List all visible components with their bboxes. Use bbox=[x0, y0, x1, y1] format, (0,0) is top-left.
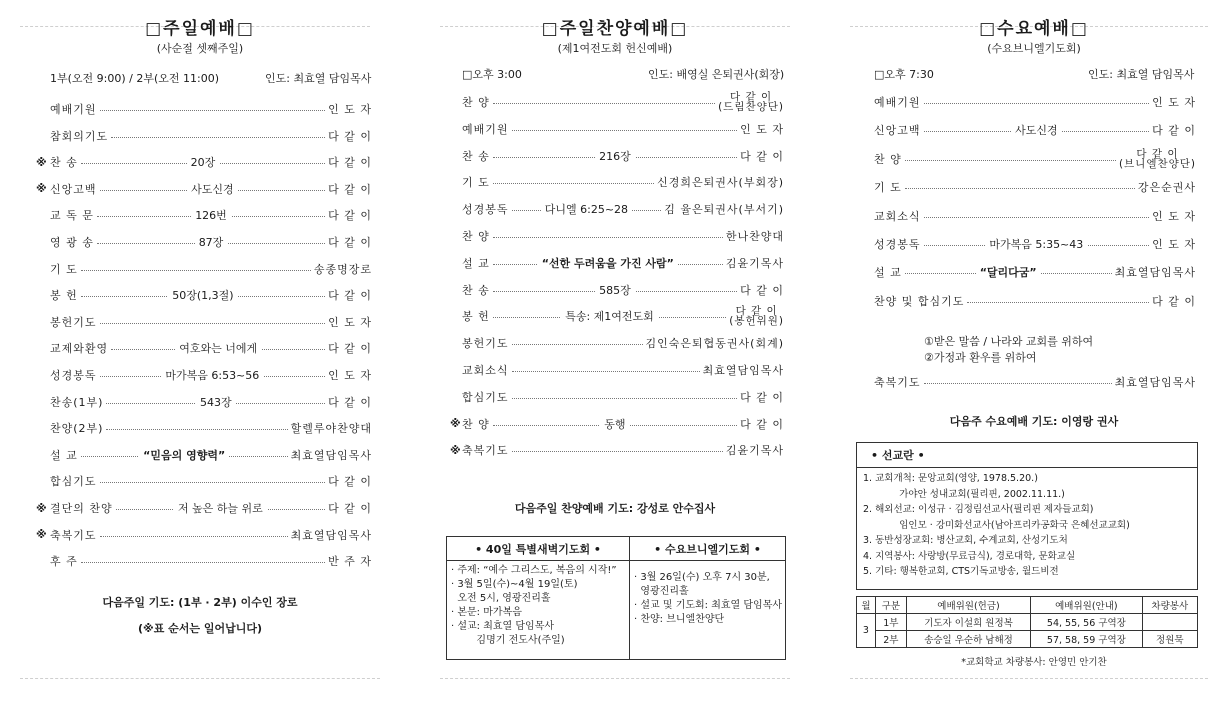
program-label: 봉 헌 bbox=[50, 289, 78, 303]
standing-mark: ※ bbox=[36, 528, 47, 542]
program-person: 신경희은퇴권사(부회장) bbox=[657, 176, 784, 190]
duty-header: 예배위원(헌금) bbox=[906, 597, 1030, 614]
program-person: 김 율은퇴권사(부서기) bbox=[664, 203, 784, 217]
dot-leader bbox=[512, 362, 700, 378]
program-person: 인 도 자 bbox=[328, 315, 372, 329]
program-person: 김인숙은퇴협동권사(회계) bbox=[645, 337, 784, 351]
program-row bbox=[50, 314, 372, 330]
program-detail: 585장 bbox=[595, 282, 635, 298]
text-line: · 설교: 최효열 담임목사 bbox=[451, 621, 555, 632]
text-line: · 주제: “예수 그리스도, 복음의 시작!” bbox=[451, 565, 617, 576]
dot-leader bbox=[493, 148, 737, 164]
program-row bbox=[462, 362, 784, 378]
duty-cell: 기도자 이설희 원정복 bbox=[906, 614, 1030, 631]
program-row bbox=[450, 416, 784, 432]
program-person: 한나찬양대 bbox=[725, 230, 784, 243]
program-row bbox=[50, 207, 372, 223]
program-person bbox=[1119, 149, 1196, 169]
program-label: 성경봉독 bbox=[874, 238, 921, 251]
program-person: 다 같 이 bbox=[328, 342, 372, 356]
program-label: 축복기도 bbox=[50, 528, 97, 542]
program-detail: 543장 bbox=[196, 394, 236, 410]
dot-leader bbox=[493, 255, 723, 271]
program-detail: 여호와는 너에게 bbox=[175, 340, 261, 356]
program-person: 다 같 이 bbox=[328, 236, 372, 249]
program-person: 다 같 이 bbox=[1152, 294, 1196, 308]
dot-leader bbox=[97, 234, 325, 250]
dot-leader bbox=[924, 94, 1150, 110]
program-label: 영 광 송 bbox=[50, 236, 94, 249]
duty-table bbox=[856, 596, 1198, 648]
standing-mark: ※ bbox=[450, 443, 461, 457]
program-person: 인 도 자 bbox=[328, 369, 372, 382]
program-label: 찬 양 bbox=[874, 152, 902, 166]
program-detail: 87장 bbox=[195, 234, 228, 250]
dot-leader bbox=[100, 367, 326, 383]
program-label: 설 교 bbox=[462, 256, 490, 270]
prayer-item: ①받은 말씀 / 나라와 교회를 위하여 bbox=[924, 335, 1094, 348]
vehicle-note: *교회학교 차량봉사: 안영민 안기찬 bbox=[961, 657, 1107, 668]
text-line: 3. 동반성장교회: 병산교회, 수계교회, 산성기도처 bbox=[863, 535, 1068, 546]
program-person: 인 도 자 bbox=[1152, 209, 1196, 223]
program-row bbox=[36, 154, 372, 170]
program-person: 다 같 이 bbox=[740, 417, 784, 431]
program-label: 교회소식 bbox=[462, 364, 509, 377]
duty-cell: 정원묵 bbox=[1142, 631, 1197, 648]
program-label: 축복기도 bbox=[462, 444, 509, 458]
program-label: 설 교 bbox=[874, 266, 902, 280]
program-label: 찬양(2부) bbox=[50, 422, 104, 436]
program-person-line: (드림찬양단) bbox=[718, 101, 784, 113]
program-label: 봉헌기도 bbox=[50, 315, 97, 329]
program-person: 김윤기목사 bbox=[725, 256, 784, 270]
program-row bbox=[50, 367, 372, 383]
prayer-items bbox=[924, 334, 1093, 366]
program-label: 교 독 문 bbox=[50, 209, 94, 223]
text-line: · 3월 26일(수) 오후 7시 30분, bbox=[634, 572, 770, 583]
program-row bbox=[50, 261, 372, 277]
dot-leader bbox=[512, 442, 723, 458]
prayer-item: ②가정과 환우를 위하여 bbox=[924, 351, 1037, 364]
program-row bbox=[462, 255, 784, 271]
program-label: 찬송(1부) bbox=[50, 395, 104, 409]
program-person: 다 같 이 bbox=[328, 209, 372, 223]
program-person: 다 같 이 bbox=[328, 395, 372, 409]
mission-box bbox=[856, 442, 1198, 590]
program-detail: 마가복음 6:53~56 bbox=[161, 367, 263, 383]
program-row bbox=[874, 122, 1196, 138]
program-row bbox=[462, 305, 784, 328]
mission-title: • 선교란 • bbox=[857, 443, 1197, 468]
program-person-line: (브니엘찬양단) bbox=[1118, 157, 1196, 170]
program-person: 인 도 자 bbox=[740, 122, 784, 136]
text-line: · 찬양: 브니엘찬양단 bbox=[634, 614, 725, 625]
program-row bbox=[462, 201, 784, 217]
standing-note: (※표 순서는 일어납니다) bbox=[137, 622, 263, 635]
service-leader: 인도: 배영실 은퇴권사(회장) bbox=[648, 68, 785, 81]
program-person: 최효열담임목사 bbox=[1114, 376, 1196, 389]
duty-header: 예배위원(안내) bbox=[1031, 597, 1142, 614]
service-leader: 인도: 최효열 담임목사 bbox=[1088, 68, 1195, 81]
dot-leader bbox=[924, 122, 1150, 138]
program-detail: 사도신경 bbox=[187, 181, 238, 197]
dot-leader bbox=[967, 293, 1149, 309]
duty-cell: 54, 55, 56 구역장 bbox=[1031, 614, 1142, 631]
program-row bbox=[874, 179, 1196, 195]
program-person: 다 같 이 bbox=[740, 149, 784, 163]
program-row bbox=[50, 447, 372, 463]
program-person: 강은순권사 bbox=[1137, 181, 1196, 195]
program-row bbox=[462, 335, 784, 351]
program-label: 기 도 bbox=[874, 181, 902, 195]
program-detail: 다니엘 6:25~28 bbox=[541, 201, 632, 217]
program-row bbox=[874, 208, 1196, 224]
praise-service-column bbox=[420, 0, 810, 718]
program-person: 다 같 이 bbox=[328, 475, 372, 489]
standing-mark: ※ bbox=[36, 501, 47, 515]
program-row bbox=[462, 91, 784, 113]
program-label: 봉헌기도 bbox=[462, 337, 509, 351]
dot-leader bbox=[905, 151, 1116, 167]
program-person: 최효열담임목사 bbox=[1114, 266, 1196, 280]
dot-leader bbox=[493, 174, 654, 190]
program-label: 성경봉독 bbox=[462, 203, 509, 217]
program-person: 다 같 이 bbox=[1152, 124, 1196, 138]
dot-leader bbox=[100, 527, 288, 543]
program-label: 교제와환영 bbox=[50, 342, 109, 356]
program-person: 반 주 자 bbox=[328, 555, 372, 569]
dot-leader bbox=[493, 94, 715, 110]
text-line: 가야안 성내교회(필리핀, 2002.11.11.) bbox=[863, 488, 1065, 500]
dot-leader bbox=[512, 389, 738, 405]
program-label: 기 도 bbox=[462, 176, 490, 190]
standing-mark: ※ bbox=[450, 417, 461, 431]
text-line: 임인모 · 강미화선교사(남아프리카공화국 은혜선교교회) bbox=[863, 519, 1130, 531]
program-person-line: 다 같 이 bbox=[1136, 147, 1179, 160]
text-line: 영광진리홀 bbox=[634, 586, 689, 597]
program-row bbox=[50, 473, 372, 489]
program-person-line: (봉헌위원) bbox=[729, 315, 784, 328]
standing-mark: ※ bbox=[36, 155, 47, 169]
dot-leader bbox=[512, 121, 738, 137]
dot-leader bbox=[81, 447, 288, 463]
dawn-prayer-title: • 40일 특별새벽기도회 • bbox=[447, 537, 629, 561]
program-label: 찬 양 bbox=[462, 417, 490, 431]
program-row bbox=[874, 94, 1196, 110]
program-label: 합심기도 bbox=[462, 390, 509, 404]
text-line: 김명기 전도사(주일) bbox=[451, 635, 565, 646]
program-detail: 사도신경 bbox=[1011, 122, 1062, 138]
program-person: 다 같 이 bbox=[740, 283, 784, 297]
program-row bbox=[874, 264, 1196, 280]
service-time: □오후 3:00 bbox=[462, 68, 522, 81]
duty-cell: 송승일 우순하 남해정 bbox=[906, 631, 1030, 648]
dot-leader bbox=[106, 420, 287, 436]
program-detail: 20장 bbox=[187, 154, 220, 170]
dot-leader bbox=[905, 179, 1135, 195]
program-person: 송종명장로 bbox=[313, 262, 372, 276]
program-row bbox=[36, 181, 372, 197]
dot-leader bbox=[493, 228, 723, 244]
program-label: 설 교 bbox=[50, 448, 78, 462]
dot-leader bbox=[512, 201, 662, 217]
program-person: 인 도 자 bbox=[1152, 238, 1196, 251]
program-label: 찬 양 bbox=[462, 230, 490, 243]
sunday-service-column bbox=[0, 0, 400, 718]
duty-header: 월 bbox=[857, 597, 876, 614]
dot-leader bbox=[100, 101, 326, 117]
program-label: 교회소식 bbox=[874, 209, 921, 223]
program-row bbox=[874, 293, 1196, 309]
program-person-line: 다 같 이 bbox=[729, 91, 773, 103]
program-label: 결단의 찬양 bbox=[50, 502, 113, 515]
program-row bbox=[50, 287, 372, 303]
dot-leader bbox=[924, 374, 1112, 390]
dot-leader bbox=[111, 128, 325, 144]
program-row bbox=[36, 527, 372, 543]
next-prayer: 다음주일 찬양예배 기도: 강성로 안수집사 bbox=[514, 502, 716, 515]
duty-cell bbox=[1142, 614, 1197, 631]
text-line: · 설교 및 기도회: 최효열 담임목사 bbox=[634, 600, 783, 611]
program-detail: 저 높은 하늘 위로 bbox=[174, 500, 267, 516]
dot-leader bbox=[116, 500, 325, 516]
program-person bbox=[729, 306, 784, 326]
program-row bbox=[50, 553, 372, 569]
program-person: 최효열담임목사 bbox=[702, 364, 784, 377]
program-label: 신앙고백 bbox=[50, 182, 97, 196]
dot-leader bbox=[924, 208, 1150, 224]
program-row bbox=[462, 282, 784, 298]
program-row bbox=[450, 442, 784, 458]
program-row bbox=[874, 236, 1196, 252]
program-row bbox=[36, 500, 372, 516]
program-label: 축복기도 bbox=[874, 376, 921, 389]
program-label: 찬 양 bbox=[462, 96, 490, 109]
program-person: 최효열담임목사 bbox=[290, 528, 372, 542]
program-detail: 216장 bbox=[595, 148, 635, 164]
dot-leader bbox=[493, 308, 726, 324]
program-row bbox=[462, 121, 784, 137]
program-person: 다 같 이 bbox=[328, 289, 372, 303]
program-person bbox=[718, 92, 784, 112]
dot-leader bbox=[493, 282, 737, 298]
program-label: 찬 송 bbox=[462, 149, 490, 163]
standing-mark: ※ bbox=[36, 182, 47, 196]
praise-service-subtitle: (제1여전도회 헌신예배) bbox=[557, 42, 673, 55]
sunday-service-subtitle: (사순절 셋째주일) bbox=[156, 42, 244, 55]
wednesday-prayer-panel bbox=[630, 537, 785, 659]
program-row bbox=[50, 128, 372, 144]
service-time: □오후 7:30 bbox=[874, 68, 934, 81]
program-person: 인 도 자 bbox=[1152, 96, 1196, 109]
program-label: 예배기원 bbox=[50, 103, 97, 116]
program-person: 다 같 이 bbox=[328, 156, 372, 170]
program-row bbox=[874, 147, 1196, 170]
program-row bbox=[462, 389, 784, 405]
program-row bbox=[50, 340, 372, 356]
dot-leader bbox=[97, 207, 325, 223]
duty-cell: 57, 58, 59 구역장 bbox=[1031, 631, 1142, 648]
program-row bbox=[462, 148, 784, 164]
program-person: 할렐루야찬양대 bbox=[290, 422, 372, 436]
program-row bbox=[462, 228, 784, 244]
program-detail: 50장(1,3절) bbox=[168, 287, 237, 303]
program-row bbox=[50, 101, 372, 117]
dot-leader bbox=[81, 261, 311, 277]
dot-leader bbox=[512, 335, 643, 351]
program-person: 다 같 이 bbox=[740, 390, 784, 404]
text-line: 5. 기타: 행복한교회, CTS기독교방송, 월드비전 bbox=[863, 566, 1059, 577]
program-row bbox=[50, 234, 372, 250]
announcement-box bbox=[446, 536, 786, 660]
text-line: 2. 해외선교: 이성규 · 김정림선교사(필리핀 제자들교회) bbox=[863, 504, 1094, 515]
dot-leader bbox=[493, 416, 737, 432]
program-person: 다 같 이 bbox=[328, 129, 372, 143]
duty-month: 3 bbox=[857, 614, 876, 648]
wednesday-service-title: □수요예배□ bbox=[979, 19, 1089, 39]
program-detail: “믿음의 영향력” bbox=[139, 447, 229, 463]
duty-cell: 1부 bbox=[875, 614, 906, 631]
program-detail: “달리다굼” bbox=[976, 264, 1041, 280]
dot-leader bbox=[111, 340, 325, 356]
program-label: 봉 헌 bbox=[462, 310, 490, 324]
text-line: 1. 교회개척: 문앙교회(영양, 1978.5.20.) bbox=[863, 473, 1038, 484]
program-person-line: 다 같 이 bbox=[735, 305, 778, 318]
program-label: 합심기도 bbox=[50, 475, 97, 489]
wednesday-service-subtitle: (수요브니엘기도회) bbox=[987, 42, 1081, 55]
program-label: 기 도 bbox=[50, 262, 78, 276]
next-prayer: 다음주 수요예배 기도: 이영랑 권사 bbox=[949, 415, 1119, 428]
program-person: 김윤기목사 bbox=[725, 444, 784, 458]
dot-leader bbox=[905, 264, 1112, 280]
duty-header: 구분 bbox=[875, 597, 906, 614]
program-person: 최효열담임목사 bbox=[290, 448, 372, 462]
text-line: 4. 지역봉사: 사랑방(무료급식), 경로대학, 문화교실 bbox=[863, 550, 1076, 562]
service-leader: 인도: 최효열 담임목사 bbox=[265, 72, 372, 85]
program-person: 다 같 이 bbox=[328, 502, 372, 515]
program-detail: 동행 bbox=[600, 416, 629, 432]
duty-header: 차량봉사 bbox=[1142, 597, 1197, 614]
service-time: 1부(오전 9:00) / 2부(오전 11:00) bbox=[50, 72, 220, 85]
dot-leader bbox=[81, 287, 325, 303]
program-person: 다 같 이 bbox=[328, 182, 372, 196]
program-label: 성경봉독 bbox=[50, 369, 97, 382]
dot-leader bbox=[100, 314, 326, 330]
program-row bbox=[50, 394, 372, 410]
program-row bbox=[462, 174, 784, 190]
program-row bbox=[874, 374, 1196, 390]
program-detail: 마가복음 5:35~43 bbox=[985, 236, 1087, 252]
program-label: 신앙고백 bbox=[874, 124, 921, 138]
text-line: · 본문: 마가복음 bbox=[451, 607, 522, 618]
program-label: 예배기원 bbox=[462, 122, 509, 136]
duty-cell: 2부 bbox=[875, 631, 906, 648]
dot-leader bbox=[81, 154, 325, 170]
praise-service-title: □주일찬양예배□ bbox=[541, 19, 689, 39]
wednesday-service-column bbox=[840, 0, 1228, 718]
program-label: 예배기원 bbox=[874, 96, 921, 109]
dot-leader bbox=[81, 553, 325, 569]
dot-leader bbox=[106, 394, 325, 410]
program-label: 찬 송 bbox=[50, 156, 78, 170]
text-line: 오전 5시, 영광진리홀 bbox=[451, 593, 551, 604]
program-label: 후 주 bbox=[50, 555, 78, 569]
text-line: · 3월 5일(수)~4월 19일(토) bbox=[451, 579, 578, 590]
program-detail: 특송: 제1여전도회 bbox=[561, 308, 658, 324]
program-detail: “선한 두려움을 가진 사람” bbox=[538, 255, 678, 271]
program-label: 찬 송 bbox=[462, 283, 490, 297]
program-label: 찬양 및 합심기도 bbox=[874, 294, 965, 308]
dot-leader bbox=[924, 236, 1150, 252]
program-row bbox=[50, 420, 372, 436]
dot-leader bbox=[100, 181, 326, 197]
program-label: 참회의기도 bbox=[50, 129, 109, 143]
next-prayer: 다음주일 기도: (1부 · 2부) 이수인 장로 bbox=[102, 596, 298, 609]
wednesday-prayer-title: • 수요브니엘기도회 • bbox=[630, 537, 785, 561]
dot-leader bbox=[100, 473, 326, 489]
dawn-prayer-panel bbox=[447, 537, 630, 659]
program-detail: 126번 bbox=[191, 207, 231, 223]
sunday-service-title: □주일예배□ bbox=[145, 19, 255, 39]
program-person: 인 도 자 bbox=[328, 103, 372, 116]
